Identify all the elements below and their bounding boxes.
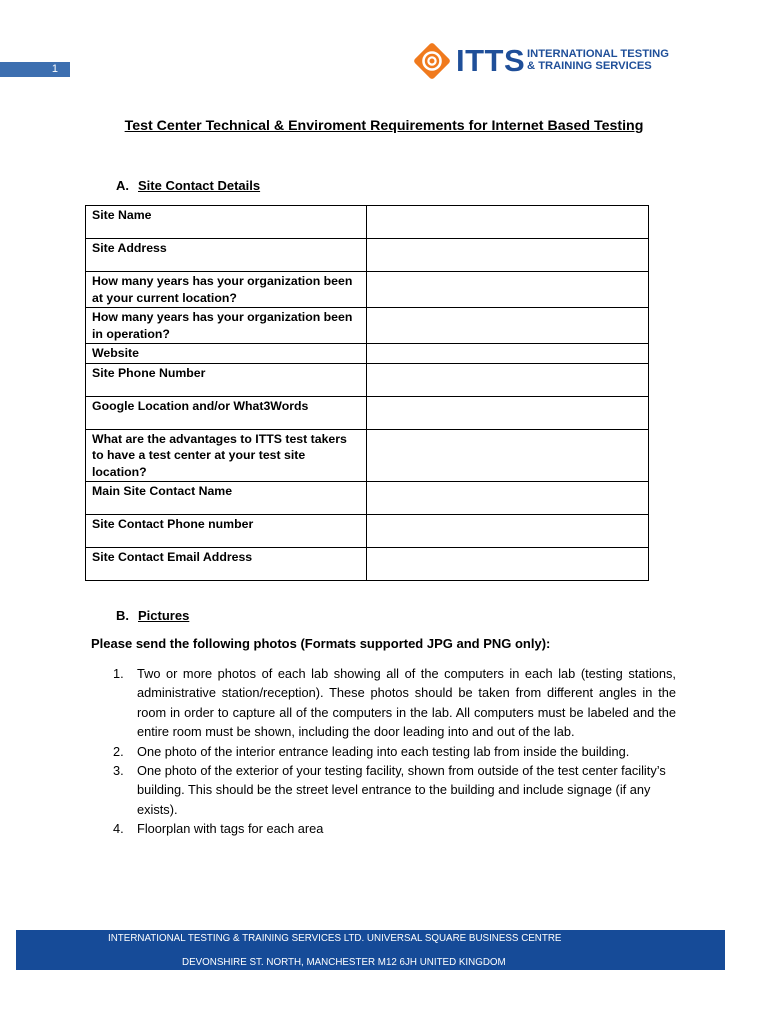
spiral-logo-icon — [413, 42, 451, 80]
table-row — [86, 272, 649, 308]
row-label: Site Phone Number — [86, 363, 367, 396]
logo-full-line1: INTERNATIONAL TESTING — [527, 48, 669, 60]
list-item-number: 4. — [113, 821, 124, 837]
table-row — [86, 429, 649, 482]
logo-full-name — [527, 48, 669, 72]
row-label: What are the advantages to ITTS test takers to have a test center at your test site location? — [86, 429, 367, 482]
table-row — [86, 515, 649, 548]
list-item-number: 1. — [113, 666, 124, 681]
row-label: Google Location and/or What3Words — [86, 396, 367, 429]
list-item-text: One photo of the interior entrance leading into each testing lab from inside the building. — [137, 743, 630, 759]
row-label: Website — [86, 344, 367, 364]
row-value-field[interactable] — [367, 429, 649, 482]
itts-logo — [413, 42, 683, 80]
row-label: How many years has your organization been at your current location? — [86, 272, 367, 308]
table-row — [86, 206, 649, 239]
footer-line2: DEVONSHIRE ST. NORTH, MANCHESTER M12 6JH UNITED KINGDOM — [182, 957, 506, 968]
footer-line1: INTERNATIONAL TESTING & TRAINING SERVICES LTD. UNIVERSAL SQUARE BUSINESS CENTRE — [108, 933, 562, 944]
page-number: 1 — [0, 62, 70, 77]
list-item — [110, 761, 676, 819]
row-label: Main Site Contact Name — [86, 482, 367, 515]
section-b-title: Pictures — [138, 608, 190, 623]
row-value-field[interactable] — [367, 515, 649, 548]
table-row — [86, 308, 649, 344]
list-item — [110, 664, 676, 742]
section-a-letter: A. — [116, 178, 129, 193]
row-label: Site Contact Phone number — [86, 515, 367, 548]
row-value-field[interactable] — [367, 344, 649, 364]
row-label: Site Address — [86, 239, 367, 272]
section-b-letter: B. — [116, 608, 129, 623]
row-label: Site Contact Email Address — [86, 548, 367, 581]
section-a-heading — [116, 178, 260, 193]
row-value-field[interactable] — [367, 482, 649, 515]
table-row — [86, 239, 649, 272]
row-value-field[interactable] — [367, 272, 649, 308]
page-footer — [16, 930, 725, 970]
table-row — [86, 482, 649, 515]
list-item-text: Floorplan with tags for each area — [137, 821, 324, 837]
table-row — [86, 344, 649, 364]
logo-full-line2: & TRAINING SERVICES — [527, 60, 652, 72]
photos-list — [110, 664, 676, 839]
row-value-field[interactable] — [367, 548, 649, 581]
list-item-text: Two or more photos of each lab showing all of the computers in each lab (testing stations, administrative station/reception). These photos should be taken from different angles in the room in order to capture all of the computers in the lab. All computers must be labeled and the entire room must be shown, including the door leading into and out of the lab. — [137, 666, 676, 740]
row-value-field[interactable] — [367, 239, 649, 272]
row-value-field[interactable] — [367, 308, 649, 344]
list-item-number: 2. — [113, 743, 124, 759]
row-label: How many years has your organization been in operation? — [86, 308, 367, 344]
row-value-field[interactable] — [367, 396, 649, 429]
list-item — [110, 742, 676, 761]
section-a-title: Site Contact Details — [138, 178, 261, 193]
row-value-field[interactable] — [367, 363, 649, 396]
logo-wordmark: ITTS — [456, 43, 526, 78]
list-item — [110, 819, 676, 838]
list-item-text: One photo of the exterior of your testing facility, shown from outside of the test center facility’s building. This should be the street level entrance to the building and include signage (if any exists). — [137, 763, 666, 817]
table-row — [86, 548, 649, 581]
table-row — [86, 396, 649, 429]
site-contact-table — [85, 205, 649, 581]
list-item-number: 3. — [113, 763, 124, 779]
photos-intro: Please send the following photos (Formats supported JPG and PNG only): — [91, 636, 551, 651]
table-row — [86, 363, 649, 396]
row-label: Site Name — [86, 206, 367, 239]
section-b-heading — [116, 608, 189, 623]
row-value-field[interactable] — [367, 206, 649, 239]
document-title: Test Center Technical & Enviroment Requirements for Internet Based Testing — [124, 118, 644, 134]
